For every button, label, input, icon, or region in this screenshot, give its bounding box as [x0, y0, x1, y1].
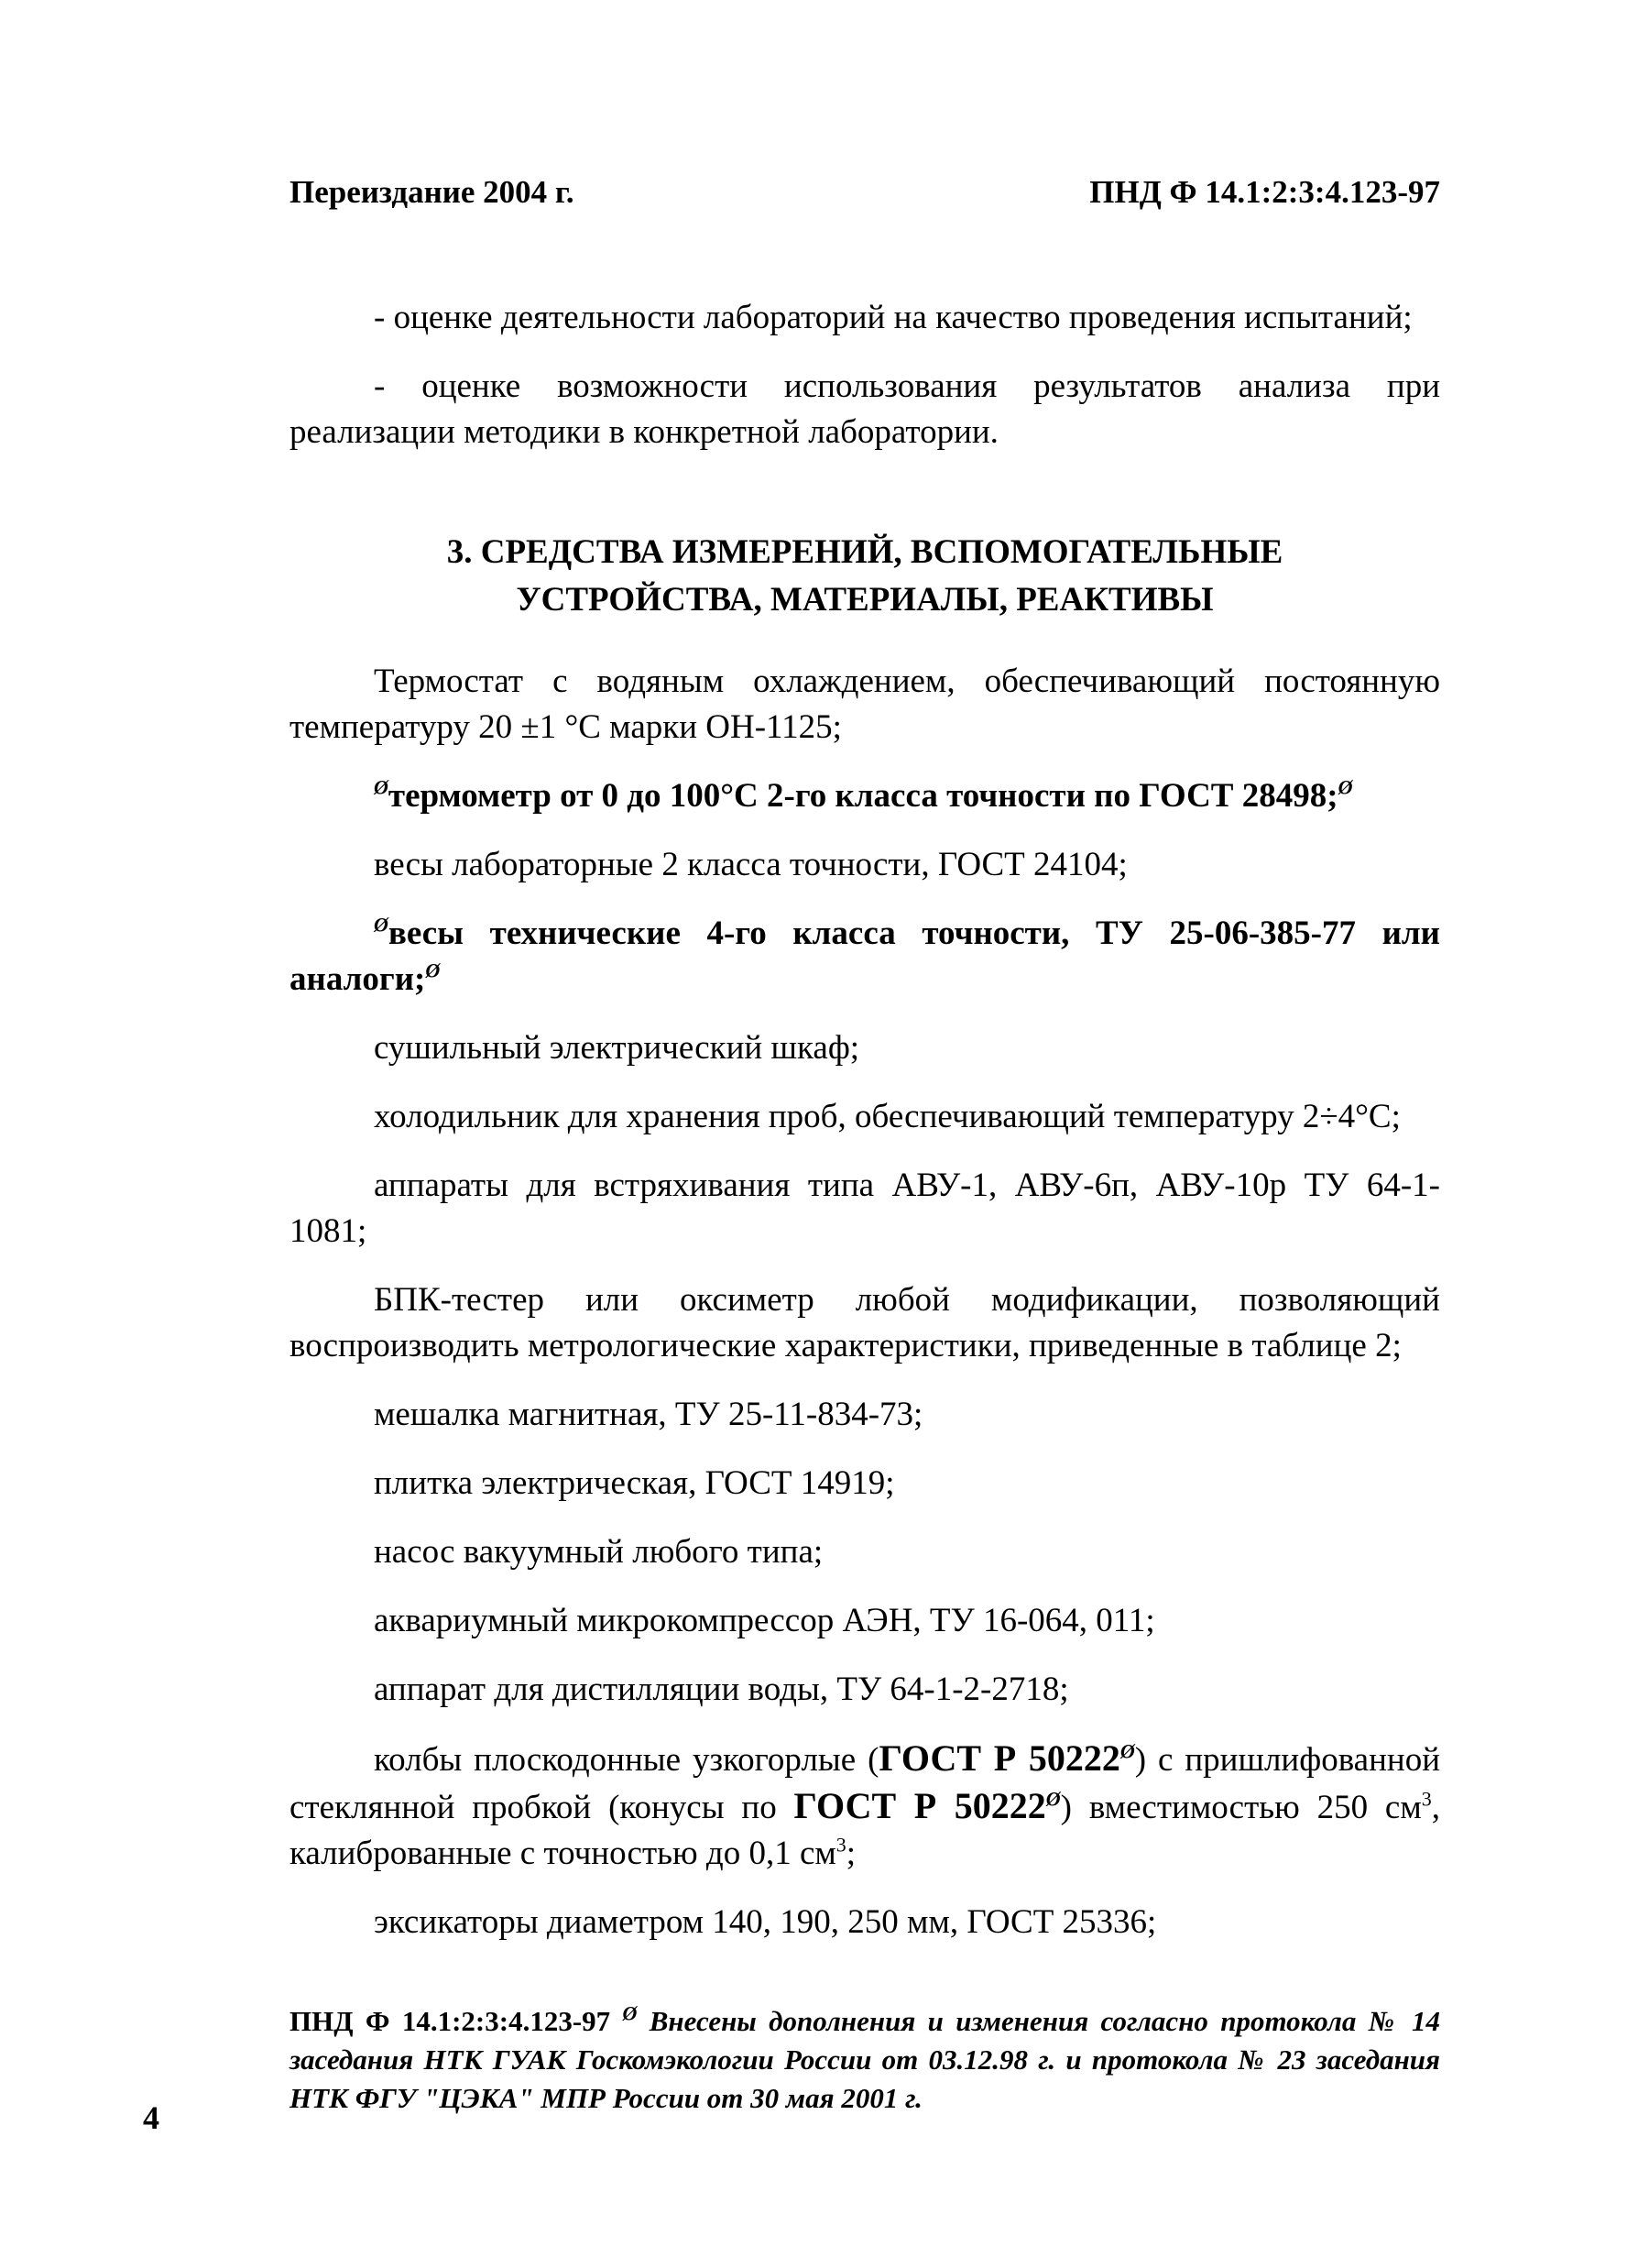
footnote-text: Внесены дополнения и изменения согласно протокола № 14 заседания НТК ГУАК Госкомэкологии России от 03.12.98 г. и протокола № 23 заседания НТК ФГУ "ЦЭКА" МПР России от 30 мая 2001 г.: [289, 2005, 1440, 2114]
document-body: [289, 295, 1440, 1968]
item-thermostat: Термостат с водяным охлаждением, обеспечивающий постоянную температуру 20 ±1 °С марки ОН-1125;: [289, 663, 1440, 746]
item-shakers: аппараты для встряхивания типа АВУ-1, АВУ-6п, АВУ-10р ТУ 64-1-1081;: [289, 1167, 1440, 1250]
item-compressor: аквариумный микрокомпрессор АЭН, ТУ 16-064, 011;: [374, 1602, 1155, 1639]
gost-reference: ГОСТ Р 50222: [793, 1785, 1046, 1826]
amendment-mark-icon: Ø: [374, 775, 388, 799]
amendment-mark-icon: Ø: [1119, 1739, 1135, 1763]
item-flasks-text-e: ;: [846, 1835, 857, 1872]
item-hotplate: плитка электрическая, ГОСТ 14919;: [374, 1464, 895, 1502]
section-heading-line-2: УСТРОЙСТВА, МАТЕРИАЛЫ, РЕАКТИВЫ: [516, 581, 1214, 619]
item-stirrer: мешалка магнитная, ТУ 25-11-834-73;: [374, 1396, 923, 1433]
item-distiller: аппарат для дистилляции воды, ТУ 64-1-2-2718;: [374, 1671, 1069, 1708]
item-thermometer-text: термометр от 0 до 100°С 2-го класса точности по ГОСТ 28498;: [388, 777, 1338, 815]
gost-reference: ГОСТ Р 50222: [879, 1737, 1120, 1779]
item-desiccators: эксикаторы диаметром 140, 190, 250 мм, ГОСТ 25336;: [374, 1903, 1157, 1941]
item-flasks-text-a: колбы плоскодонные узкогорлые (: [374, 1741, 879, 1779]
item-flasks-text-d: , калиброванные с точностью до 0,1 см: [289, 1789, 1441, 1872]
item-fridge: холодильник для хранения проб, обеспечивающий температуру 2÷4°С;: [374, 1098, 1401, 1135]
item-flasks-text-c: ) вместимостью 250 см: [1060, 1789, 1422, 1826]
footnote-document-code: ПНД Ф 14.1:2:3:4.123-97: [289, 2005, 611, 2037]
section-heading-line-1: 3. СРЕДСТВА ИЗМЕРЕНИЙ, ВСПОМОГАТЕЛЬНЫЕ: [446, 533, 1283, 571]
item-flasks: [289, 1736, 1440, 1877]
intro-paragraph-1: - оценке деятельности лабораторий на качество проведения испытаний;: [374, 299, 1413, 336]
amendment-mark-icon: Ø: [425, 959, 441, 982]
item-scales-tech-text: весы технические 4-го класса точности, ТУ 25-06-385-77 или аналоги;: [289, 915, 1440, 998]
reissue-note: Переиздание 2004 г.: [289, 174, 574, 210]
document-code: ПНД Ф 14.1:2:3:4.123-97: [1089, 174, 1440, 210]
item-scales-lab: весы лабораторные 2 класса точности, ГОСТ 24104;: [374, 846, 1128, 883]
intro-paragraph-2: - оценке возможности использования результатов анализа при реализации методики в конкретной лаборатории.: [289, 367, 1440, 451]
amendment-footnote: [289, 2002, 1440, 2118]
item-bod-tester: БПК-тестер или оксиметр любой модификации, позволяющий воспроизводить метрологические характеристики, приведенные в таблице 2;: [289, 1281, 1440, 1364]
amendment-mark-icon: Ø: [622, 2001, 638, 2025]
cubic-superscript: 3: [835, 1833, 846, 1857]
item-thermometer: [289, 773, 1440, 819]
item-flasks-text-b: ) с пришлифованной стеклянной пробкой (конусы по: [289, 1741, 1441, 1826]
page-number: 4: [143, 2099, 159, 2136]
amendment-mark-icon: Ø: [1338, 775, 1353, 799]
cubic-superscript: 3: [1421, 1787, 1432, 1811]
item-pump: насос вакуумный любого типа;: [374, 1533, 824, 1571]
item-scales-tech: [289, 911, 1440, 1003]
amendment-mark-icon: Ø: [374, 913, 388, 937]
section-heading: [289, 529, 1440, 624]
item-oven: сушильный электрический шкаф;: [374, 1029, 860, 1067]
amendment-mark-icon: Ø: [1045, 1787, 1061, 1811]
